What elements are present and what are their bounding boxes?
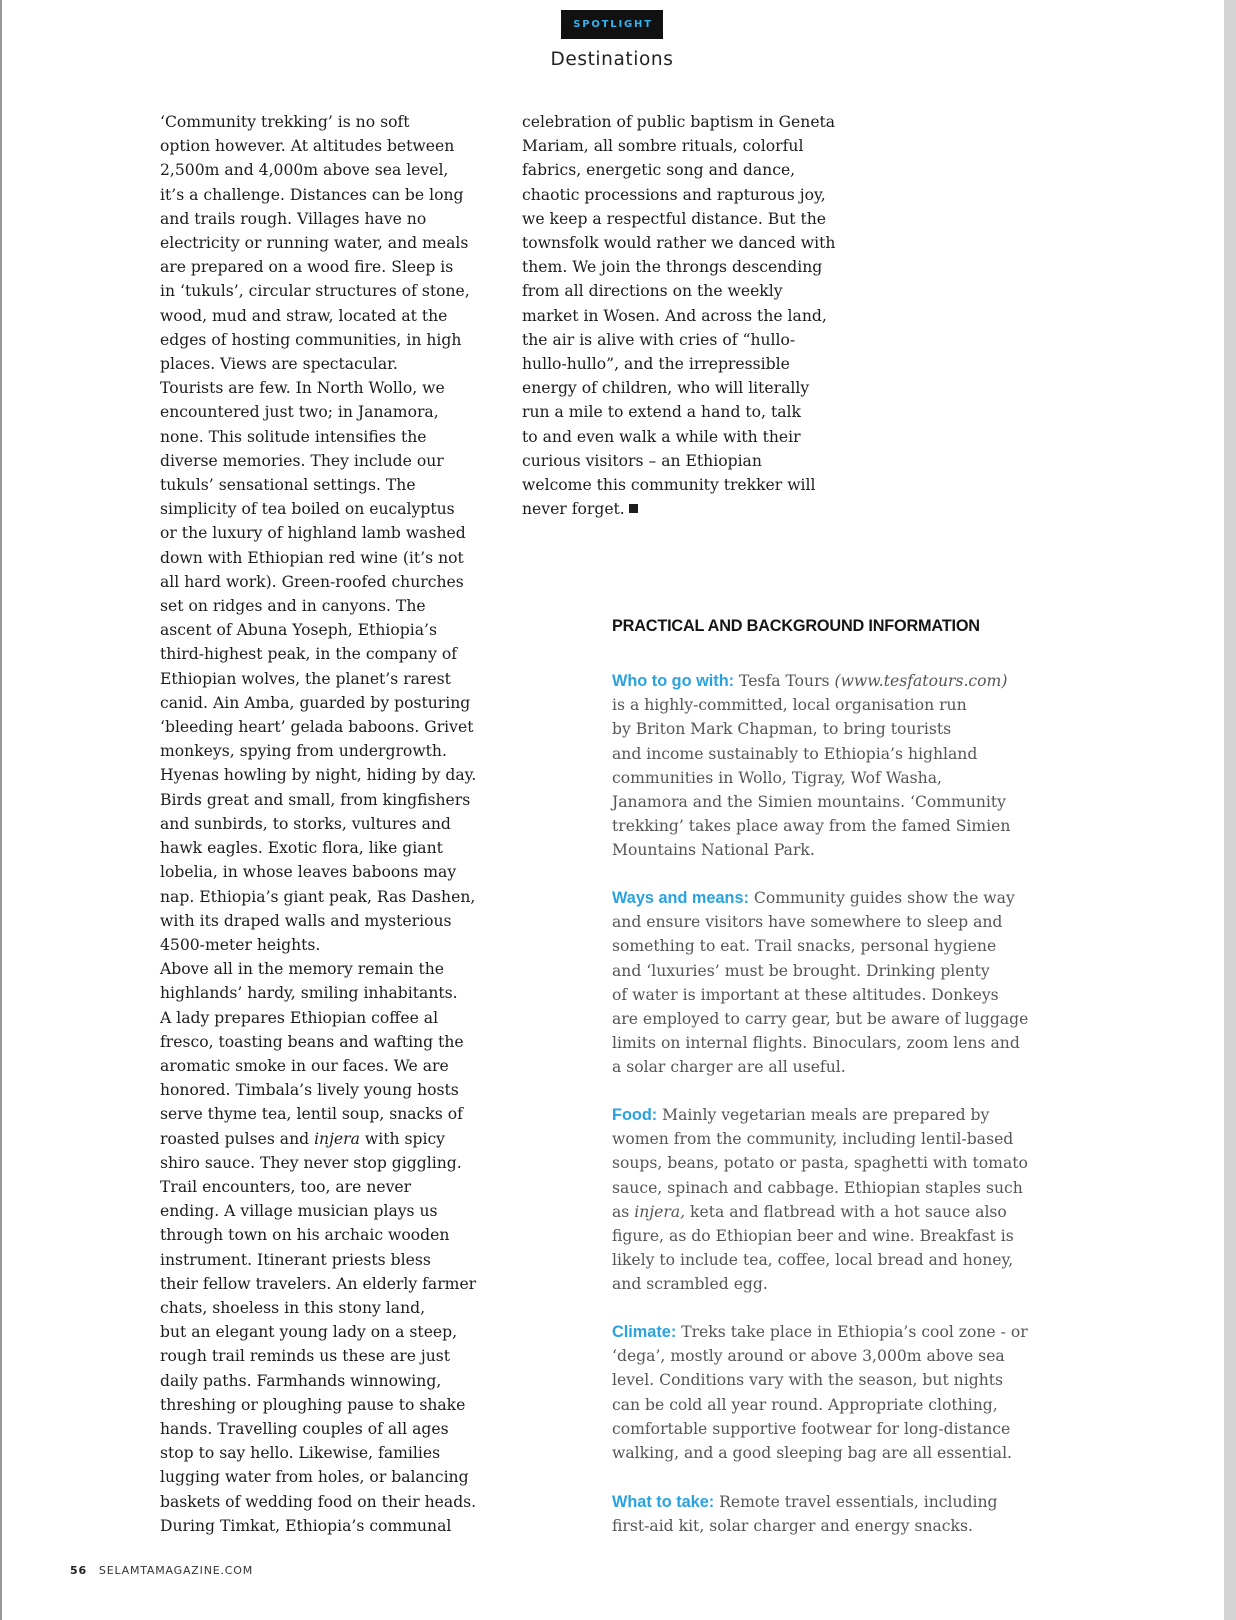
article-col1-line: or the luxury of highland lamb washed	[160, 524, 466, 543]
climate-line: ‘dega’, mostly around or above 3,000m above sea	[612, 1347, 1005, 1366]
who-line-1: Tesfa Tours	[734, 672, 835, 690]
article-col1-line: During Timkat, Ethiopia’s communal	[160, 1516, 452, 1535]
article-col2-line: welcome this community trekker will	[522, 476, 816, 495]
italic-term: injera	[314, 1129, 360, 1148]
article-col1-line: edges of hosting communities, in high	[160, 330, 462, 349]
article-col1-line: highlands’ hardy, smiling inhabitants.	[160, 984, 458, 1003]
article-col1-line: threshing or ploughing pause to shake	[160, 1395, 466, 1414]
climate-lines	[612, 1344, 1028, 1465]
take-line: first-aid kit, solar charger and energy snacks.	[612, 1517, 973, 1536]
article-col1-line: stop to say hello. Likewise, families	[160, 1444, 441, 1463]
end-of-article-icon	[629, 504, 638, 513]
who-label: Who to go with:	[612, 672, 735, 690]
who-line: and income sustainably to Ethiopia’s highland	[612, 744, 978, 763]
climate-line-1: Treks take place in Ethiopia’s cool zone - or	[676, 1323, 1028, 1341]
article-col1-line: but an elegant young lady on a steep,	[160, 1323, 458, 1342]
article-col2-line: hullo-hullo”, and the irrepressible	[522, 355, 790, 374]
article-col1-line: through town on his archaic wooden	[160, 1226, 450, 1245]
food-line-5b: keta and flatbread with a hot sauce also	[685, 1202, 1007, 1221]
who-line: trekking’ takes place away from the famed Simien	[612, 817, 1011, 836]
practical-info-box	[612, 616, 1029, 1536]
ways-line: something to eat. Trail snacks, personal hygiene	[612, 937, 997, 956]
food-line: likely to include tea, coffee, local bread and honey,	[612, 1251, 1014, 1270]
article-col1-line: 2,500m and 4,000m above sea level,	[160, 161, 449, 180]
article-col2-line: townsfolk would rather we danced with	[522, 234, 836, 253]
article-col1-line: are prepared on a wood fire. Sleep is	[160, 258, 454, 277]
article-col1-line: ‘Community trekking’ is no soft	[160, 113, 410, 131]
who-lines	[612, 693, 1010, 862]
article-col1-line: canid. Ain Amba, guarded by posturing	[160, 693, 471, 712]
article-col2-line: celebration of public baptism in Geneta	[522, 113, 836, 131]
article-col2-line: fabrics, energetic song and dance,	[522, 161, 796, 180]
page-edge-right	[1224, 0, 1236, 1620]
article-col1-line: monkeys, spying from undergrowth.	[160, 742, 447, 761]
article-col2-line: we keep a respectful distance. But the	[522, 209, 827, 228]
food-line: sauce, spinach and cabbage. Ethiopian staples such	[612, 1178, 1023, 1197]
take-line-1: Remote travel essentials, including	[714, 1493, 998, 1511]
article-col1-line: set on ridges and in canyons. The	[160, 597, 426, 616]
article-col1-line: in ‘tukuls’, circular structures of stone,	[160, 282, 470, 301]
food-lines-2	[612, 1224, 1028, 1297]
ways-line: and ‘luxuries’ must be brought. Drinking plenty	[612, 961, 990, 980]
who-line: is a highly-committed, local organisation run	[612, 696, 967, 715]
article-col1-line: rough trail reminds us these are just	[160, 1347, 451, 1366]
article-col1-line: encountered just two; in Janamora,	[160, 403, 439, 422]
article-col2-line: curious visitors – an Ethiopian	[522, 451, 762, 470]
text-run: roasted pulses and	[160, 1129, 315, 1148]
article-col2-line: market in Wosen. And across the land,	[522, 306, 827, 325]
article-col1-line: down with Ethiopian red wine (it’s not	[160, 548, 464, 567]
ways-line: are employed to carry gear, but be aware of luggage	[612, 1010, 1029, 1029]
climate-label: Climate:	[612, 1323, 677, 1341]
article-col1-line: ‘bleeding heart’ gelada baboons. Grivet	[160, 718, 474, 737]
ways-label: Ways and means:	[612, 889, 749, 907]
article-col1-line: instrument. Itinerant priests bless	[160, 1250, 431, 1269]
article-col2-line: run a mile to extend a hand to, talk	[522, 403, 801, 422]
food-label: Food:	[612, 1106, 658, 1124]
food-line: women from the community, including lentil-based	[612, 1130, 1014, 1149]
article-col1-line: Birds great and small, from kingfishers	[160, 790, 471, 809]
article-col1-line: shiro sauce. They never stop giggling.	[160, 1153, 462, 1172]
food-lines	[612, 1127, 1028, 1200]
article-col1-line: Trail encounters, too, are never	[160, 1177, 412, 1196]
article-col1-line: their fellow travelers. An elderly farmer	[160, 1274, 477, 1293]
food-line-5-injera: injera,	[634, 1202, 686, 1221]
article-col1-line: lobelia, in whose leaves baboons may	[160, 863, 457, 882]
who-line: Mountains National Park.	[612, 841, 815, 860]
article-column-2	[522, 110, 835, 521]
article-col2-line: the air is alive with cries of “hullo-	[522, 330, 796, 349]
food-line-5a: as	[612, 1202, 635, 1221]
ways-line: of water is important at these altitudes. Donkeys	[612, 985, 999, 1004]
article-col1-line: Hyenas howling by night, hiding by day.	[160, 766, 477, 785]
article-col2-line: energy of children, who will literally	[522, 379, 810, 398]
climate-line: can be cold all year round. Appropriate clothing,	[612, 1395, 998, 1414]
info-food	[612, 1103, 1028, 1297]
food-line-1: Mainly vegetarian meals are prepared by	[657, 1106, 990, 1124]
article-col2-line: to and even walk a while with their	[522, 427, 801, 446]
article-col1-line: honored. Timbala’s lively young hosts	[160, 1081, 459, 1100]
article-col1-line: hands. Travelling couples of all ages	[160, 1419, 449, 1438]
page-header	[0, 10, 1224, 71]
article-col1-line: wood, mud and straw, located at the	[160, 306, 448, 325]
article-col1-line: hawk eagles. Exotic flora, like giant	[160, 839, 443, 858]
who-line: by Briton Mark Chapman, to bring tourists	[612, 720, 952, 739]
climate-line: comfortable supportive footwear for long-distance	[612, 1419, 1011, 1438]
article-col2-line: from all directions on the weekly	[522, 282, 783, 301]
food-line: figure, as do Ethiopian beer and wine. Breakfast is	[612, 1227, 1014, 1246]
info-heading: PRACTICAL AND BACKGROUND INFORMATION	[612, 617, 980, 635]
article-col1-line: Tourists are few. In North Wollo, we	[160, 379, 445, 398]
info-who-to-go-with	[612, 669, 1010, 863]
info-climate	[612, 1320, 1028, 1465]
who-line: Janamora and the Simien mountains. ‘Community	[612, 793, 1006, 812]
article-col1-line: nap. Ethiopia’s giant peak, Ras Dashen,	[160, 887, 476, 906]
article-col1-line: lugging water from holes, or balancing	[160, 1468, 469, 1487]
climate-line: walking, and a good sleeping bag are all essential.	[612, 1444, 1013, 1463]
page-footer	[70, 1564, 253, 1578]
article-col2-line: Mariam, all sombre rituals, colorful	[522, 137, 804, 156]
spotlight-badge: SPOTLIGHT	[561, 10, 663, 39]
food-line: soups, beans, potato or pasta, spaghetti with tomato	[612, 1154, 1028, 1173]
article-col1-line: with its draped walls and mysterious	[160, 911, 452, 930]
text-run: never forget.	[522, 500, 625, 519]
article-col1-line: A lady prepares Ethiopian coffee al	[160, 1008, 439, 1027]
page-number: 56	[70, 1564, 87, 1577]
footer-website[interactable]: SELAMTAMAGAZINE.COM	[98, 1564, 253, 1577]
info-what-to-take	[612, 1490, 998, 1538]
article-col1-line: serve thyme tea, lentil soup, snacks of	[160, 1105, 463, 1124]
who-line: communities in Wollo, Tigray, Wof Washa,	[612, 768, 942, 787]
article-col1-line: places. Views are spectacular.	[160, 355, 398, 374]
article-col1-line: diverse memories. They include our	[160, 451, 444, 470]
article-col1-line: electricity or running water, and meals	[160, 234, 469, 253]
ways-line: limits on internal flights. Binoculars, zoom lens and	[612, 1034, 1020, 1053]
article-col1-line: daily paths. Farmhands winnowing,	[160, 1371, 442, 1390]
article-col2-line	[522, 497, 835, 521]
ways-line-1: Community guides show the way	[748, 889, 1015, 907]
article-col1-line: ending. A village musician plays us	[160, 1202, 438, 1221]
info-ways-and-means	[612, 886, 1028, 1080]
ways-line: a solar charger are all useful.	[612, 1058, 846, 1077]
food-line: and scrambled egg.	[612, 1275, 768, 1294]
article-col1-line: simplicity of tea boiled on eucalyptus	[160, 500, 455, 519]
article-col1-line: Above all in the memory remain the	[160, 960, 445, 979]
article-col1-line: all hard work). Green-roofed churches	[160, 572, 464, 591]
article-col1-line: it’s a challenge. Distances can be long	[160, 185, 464, 204]
article-col1-line: 4500-meter heights.	[160, 935, 321, 954]
article-col1-line: and sunbirds, to storks, vultures and	[160, 814, 451, 833]
take-label: What to take:	[612, 1493, 715, 1511]
page-edge-left	[0, 0, 2, 1620]
text-run: with spicy	[359, 1129, 445, 1148]
article-col1-line: fresco, toasting beans and wafting the	[160, 1032, 464, 1051]
tesfa-url-link[interactable]: (www.tesfatours.com)	[834, 672, 1008, 690]
article-col1-line: option however. At altitudes between	[160, 137, 455, 156]
article-col1-line: none. This solitude intensifies the	[160, 427, 427, 446]
article-col1-line: aromatic smoke in our faces. We are	[160, 1056, 449, 1075]
article-col2-line: chaotic processions and rapturous joy,	[522, 185, 826, 204]
article-col1-line: tukuls’ sensational settings. The	[160, 476, 416, 495]
article-col1-line	[160, 1127, 476, 1151]
article-col1-line: chats, shoeless in this stony land,	[160, 1298, 426, 1317]
article-col1-line: and trails rough. Villages have no	[160, 209, 427, 228]
article-col1-line: third-highest peak, in the company of	[160, 645, 458, 664]
ways-lines	[612, 910, 1028, 1079]
article-col2-line: them. We join the throngs descending	[522, 258, 823, 277]
section-title: Destinations	[550, 49, 674, 70]
take-lines	[612, 1514, 998, 1538]
article-column-1	[160, 110, 476, 1538]
climate-line: level. Conditions vary with the season, but nights	[612, 1371, 1004, 1390]
article-col1-line: baskets of wedding food on their heads.	[160, 1492, 477, 1511]
article-col1-line: Ethiopian wolves, the planet’s rarest	[160, 669, 451, 688]
article-col1-line: ascent of Abuna Yoseph, Ethiopia’s	[160, 621, 438, 640]
ways-line: and ensure visitors have somewhere to sleep and	[612, 913, 1003, 932]
